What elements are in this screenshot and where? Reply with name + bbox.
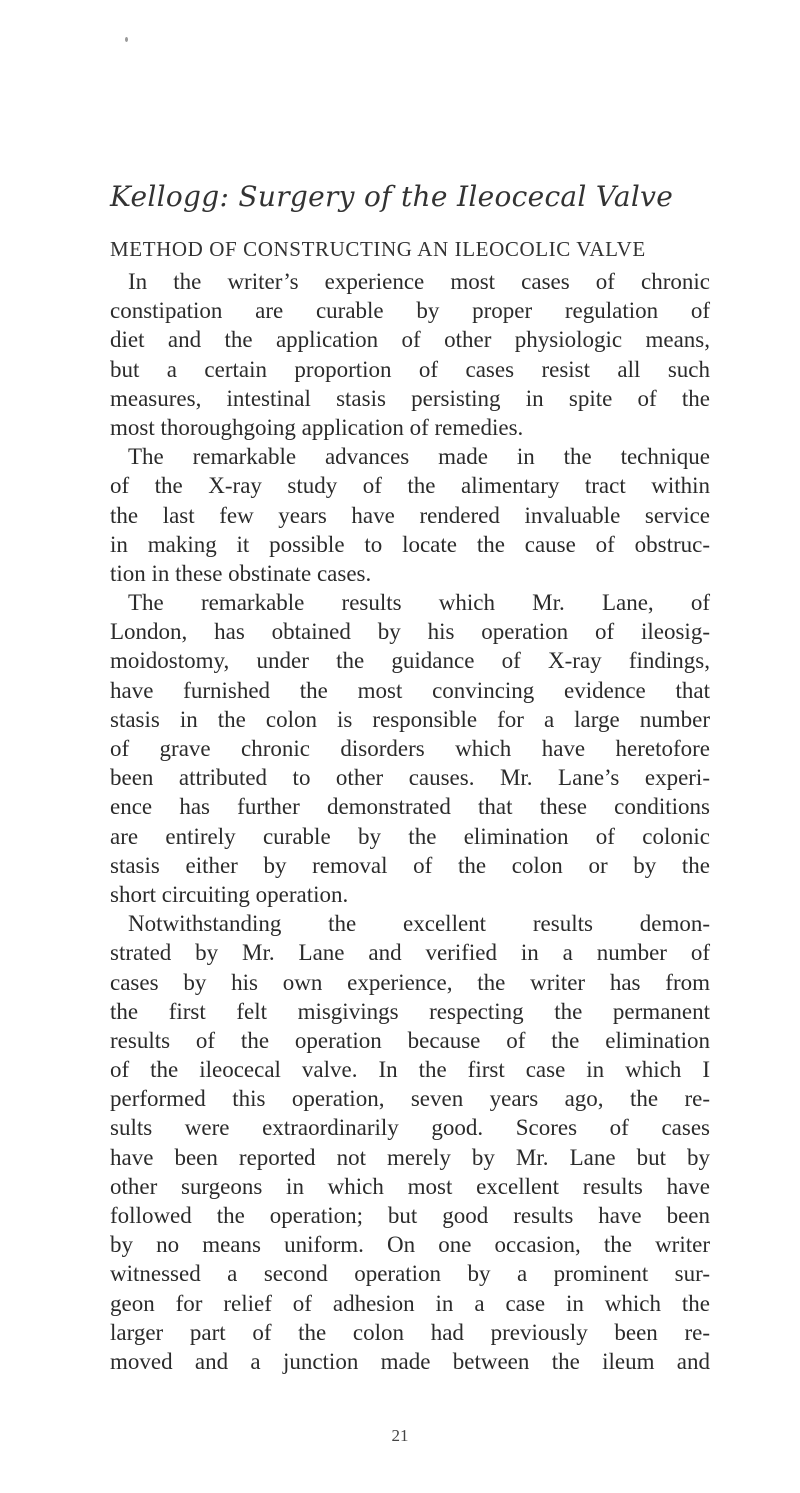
text-line: witnessed a second operation by a prominent sur- — [110, 1261, 710, 1287]
text-line: cases by his own experience, the writer has from — [110, 969, 710, 995]
text-line: other surgeons in which most excellent results have — [110, 1173, 710, 1199]
paragraph-4 — [110, 909, 710, 1376]
text-line: been attributed to other causes. Mr. Lane’s experi- — [110, 765, 710, 791]
text-line: stasis in the colon is responsible for a large number — [110, 706, 710, 732]
text-line: of the ileocecal valve. In the first case in which I — [110, 1057, 710, 1083]
text-line: of the X-ray study of the alimentary tract within — [110, 473, 710, 499]
text-line: in making it possible to locate the cause of obstruc- — [110, 531, 710, 557]
text-line: larger part of the colon had previously been re- — [110, 1319, 710, 1345]
text-line: are entirely curable by the elimination of colonic — [110, 823, 710, 849]
paragraph-2 — [110, 442, 710, 588]
text-line: by no means uniform. On one occasion, the writer — [110, 1232, 710, 1258]
paragraph-3 — [110, 588, 710, 909]
text-line: constipation are curable by proper regulation of — [110, 298, 710, 324]
text-line: the last few years have rendered invaluable service — [110, 502, 710, 528]
text-line: results of the operation because of the elimination — [110, 1027, 710, 1053]
section-title: METHOD OF CONSTRUCTING AN ILEOCOLIC VALVE — [110, 237, 646, 261]
running-head: Kellogg: Surgery of the Ileocecal Valve — [110, 180, 674, 213]
body-text — [110, 267, 710, 1376]
text-line: diet and the application of other physiologic means, — [110, 327, 710, 353]
text-line: most thoroughgoing application of remedies. — [110, 414, 524, 440]
text-line: have furnished the most convincing evidence that — [110, 677, 710, 703]
text-line: strated by Mr. Lane and verified in a number of — [110, 940, 710, 966]
text-line: moidostomy, under the guidance of X-ray findings, — [110, 648, 710, 674]
text-line: moved and a junction made between the ileum and — [110, 1348, 710, 1374]
page-number: 21 — [391, 1426, 409, 1445]
text-line: short circuiting operation. — [110, 881, 349, 907]
text-line: sults were extraordinarily good. Scores of cases — [110, 1115, 710, 1141]
text-line: of grave chronic disorders which have heretofore — [110, 736, 710, 761]
text-line: performed this operation, seven years ago, the re- — [110, 1086, 710, 1112]
text-line: London, has obtained by his operation of ileosig- — [110, 619, 710, 645]
paper-speck — [125, 37, 128, 42]
text-line: stasis either by removal of the colon or by the — [110, 852, 710, 878]
text-line: The remarkable results which Mr. Lane, of — [128, 590, 710, 616]
text-line: have been reported not merely by Mr. Lane but by — [110, 1144, 710, 1170]
text-line: followed the operation; but good results have been — [110, 1203, 710, 1228]
text-line: Notwithstanding the excellent results demon- — [128, 911, 710, 937]
text-line: The remarkable advances made in the technique — [128, 444, 710, 470]
text-line: geon for relief of adhesion in a case in which the — [110, 1290, 710, 1316]
text-line: ence has further demonstrated that these conditions — [110, 794, 710, 820]
text-line: tion in these obstinate cases. — [110, 560, 372, 586]
paragraph-1 — [110, 267, 710, 442]
text-line: In the writer’s experience most cases of chronic — [128, 269, 710, 294]
text-line: measures, intestinal stasis persisting in spite of the — [110, 385, 710, 411]
text-line: the first felt misgivings respecting the permanent — [110, 998, 710, 1024]
text-line: but a certain proportion of cases resist all such — [110, 356, 710, 382]
